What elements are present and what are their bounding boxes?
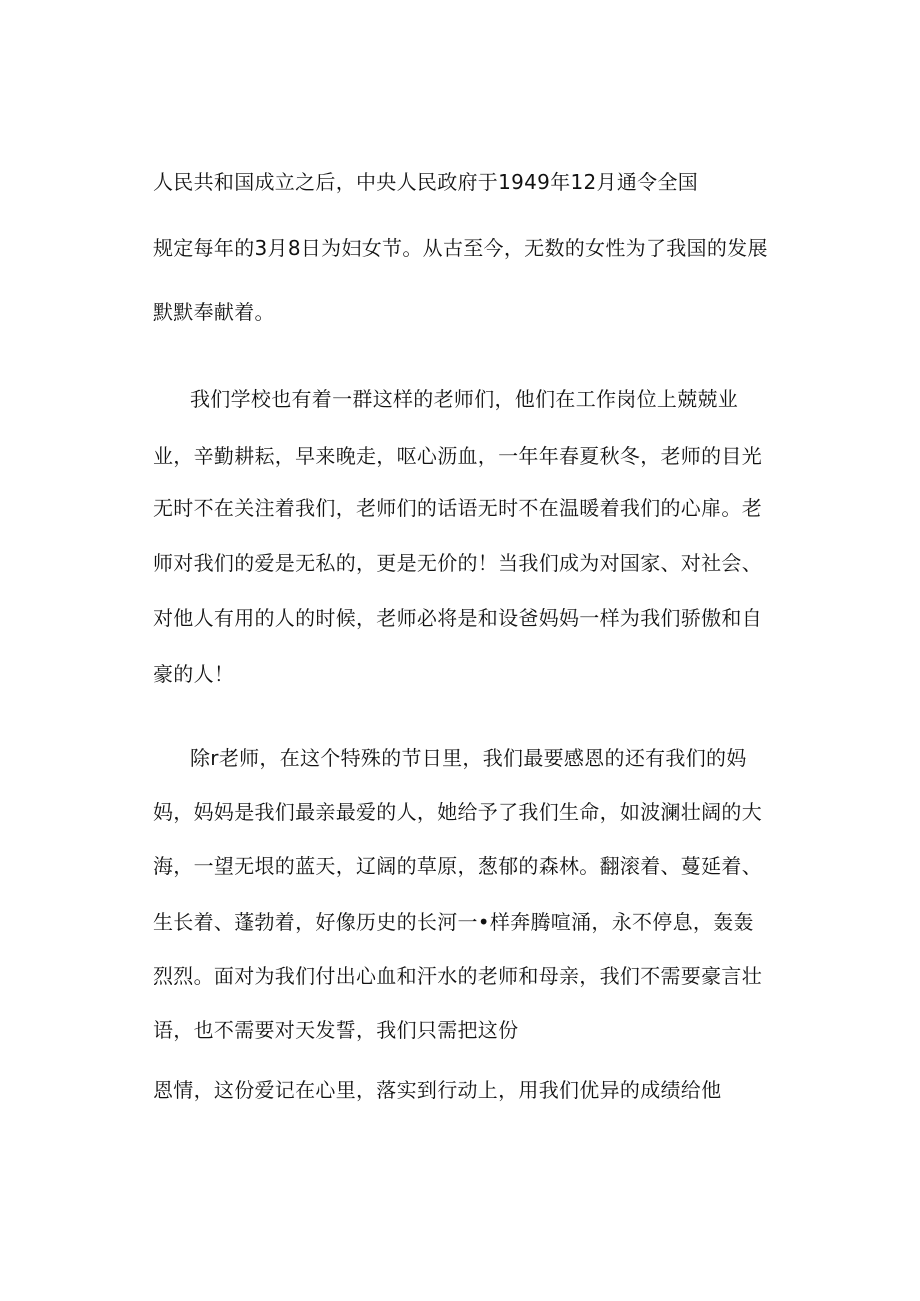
paragraph-1-line-1: 人民共和国成立之后，中央人民政府于1949年12月通令全国 — [153, 170, 699, 194]
paragraph-1-line-2: 规定每年的3月8日为妇女节。从古至今，无数的女性为了我国的发展 — [153, 236, 768, 260]
paragraph-3-line-2: 妈，妈妈是我们最亲最爱的人，她给予了我们生命，如波澜壮阔的大 — [153, 800, 762, 824]
paragraph-3-line-1: 除r老师，在这个特殊的节日里，我们最要感恩的还有我们的妈 — [190, 746, 747, 770]
paragraph-2-line-6: 豪的人！ — [153, 662, 235, 686]
paragraph-2-line-4: 师对我们的爱是无私的，更是无价的！当我们成为对国家、对社会、 — [153, 551, 762, 575]
paragraph-2-line-5: 对他人有用的人的时候，老师必将是和设爸妈妈一样为我们骄傲和自 — [153, 606, 762, 630]
paragraph-3-line-5: 烈烈。面对为我们付出心血和汗水的老师和母亲，我们不需要豪言壮 — [153, 964, 762, 988]
paragraph-2-line-2: 业，辛勤耕耘，早来晚走，呕心沥血，一年年春夏秋冬，老师的目光 — [153, 444, 762, 468]
paragraph-3-line-4: 生长着、蓬勃着，好像历史的长河一•样奔腾喧涌，永不停息，轰轰 — [153, 910, 754, 934]
paragraph-2-line-3: 无时不在关注着我们，老师们的话语无时不在温暖着我们的心扉。老 — [153, 496, 762, 520]
paragraph-3-line-7: 恩情，这份爱记在心里，落实到行动上，用我们优异的成绩给他 — [153, 1078, 722, 1102]
paragraph-1-line-3: 默默奉献着。 — [153, 300, 275, 324]
paragraph-3-line-3: 海，一望无垠的蓝天，辽阔的草原，葱郁的森林。翻滚着、蔓延着、 — [153, 854, 762, 878]
paragraph-2-line-1: 我们学校也有着一群这样的老师们，他们在工作岗位上兢兢业 — [190, 387, 739, 411]
paragraph-3-line-6: 语，也不需要对天发誓，我们只需把这份 — [153, 1018, 519, 1042]
